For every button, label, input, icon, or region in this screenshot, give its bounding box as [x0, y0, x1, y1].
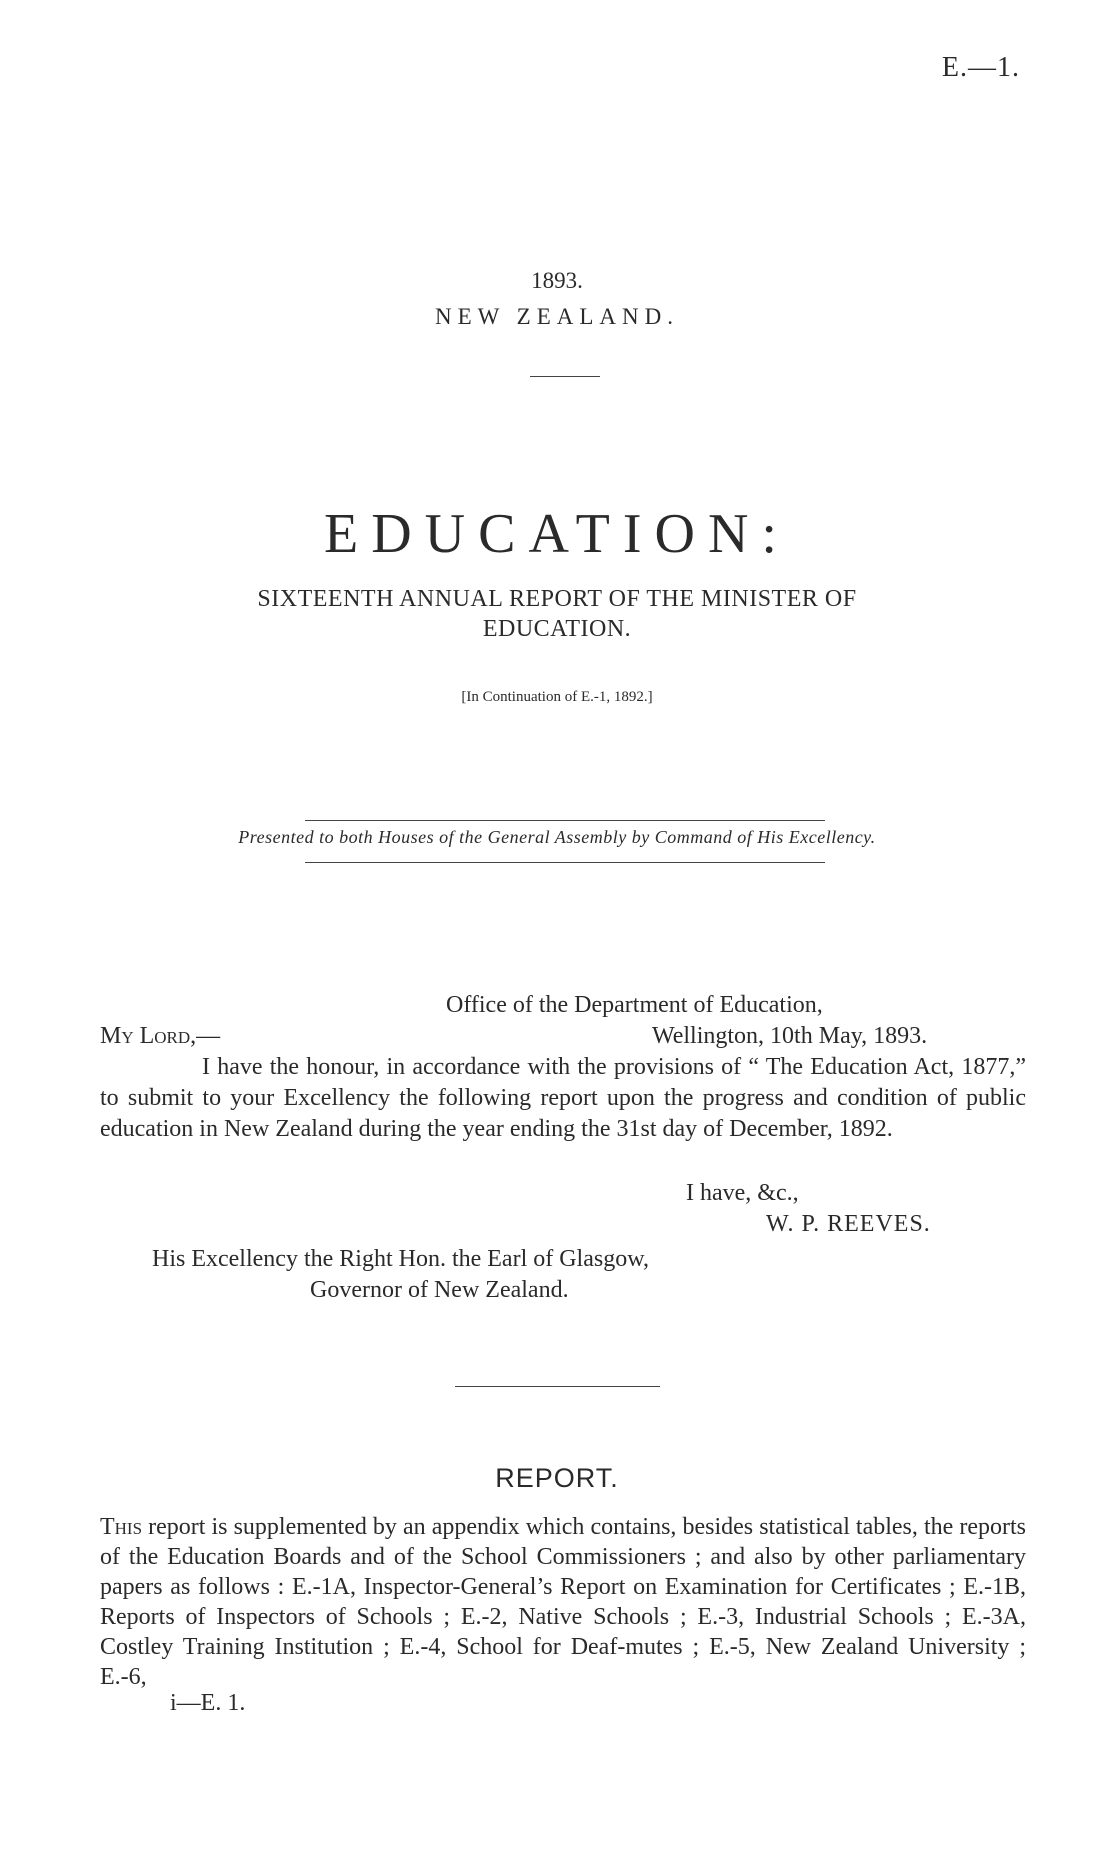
document-subtitle	[0, 584, 1114, 644]
report-heading: REPORT.	[495, 1463, 619, 1493]
presented-rule-bottom	[305, 862, 825, 863]
letter-place-date: Wellington, 10th May, 1893.	[652, 1023, 928, 1049]
report-paragraph	[100, 1512, 1026, 1692]
section-divider	[455, 1386, 660, 1387]
presented-note: Presented to both Houses of the General Assembly by Command of His Excellency.	[238, 827, 876, 847]
document-year: 1893.	[531, 268, 583, 293]
letter-office: Office of the Department of Education,	[446, 992, 823, 1018]
subtitle-line-1: SIXTEENTH ANNUAL REPORT OF THE MINISTER OF	[257, 586, 857, 612]
page-reference: E.—1.	[941, 52, 1020, 83]
document-title: EDUCATION:	[324, 503, 790, 565]
addressee-line-1: His Excellency the Right Hon. the Earl of Glasgow,	[152, 1246, 649, 1272]
country-heading: NEW ZEALAND.	[434, 304, 680, 329]
letter-salutation: My Lord,—	[100, 1023, 221, 1049]
letter-closing: I have, &c.,	[686, 1180, 799, 1206]
subtitle-line-2: EDUCATION.	[482, 616, 632, 642]
addressee-line-2: Governor of New Zealand.	[310, 1277, 569, 1303]
presented-rule-top	[305, 820, 825, 821]
report-first-word: This	[100, 1514, 143, 1540]
short-divider	[530, 376, 600, 377]
report-text: report is supplemented by an appendix which contains, besides statistical tables, the reports of the Education Boards and of the School Commissioners ; and also by other parliamentary papers as follows : E.-1A, Inspector-General’s Report on Examination for Certificates ; E.-1B, Reports of Inspectors of Schools ; E.-2, Native Schools ; E.-3, Industrial Schools ; E.-3A, Costley Training Institution ; E.-4, School for Deaf-mutes ; E.-5, New Zealand University ; E.-6,	[100, 1514, 1026, 1690]
letter-signature: W. P. REEVES.	[766, 1211, 931, 1237]
signature-mark: i—E. 1.	[170, 1690, 246, 1716]
continuation-note: [In Continuation of E.-1, 1892.]	[461, 689, 653, 705]
letter-body: I have the honour, in accordance with the provisions of “ The Education Act, 1877,” to submit to your Excellency the following report upon the progress and condition of public education in New Zealand during the year ending the 31st day of December, 1892.	[100, 1054, 1026, 1142]
